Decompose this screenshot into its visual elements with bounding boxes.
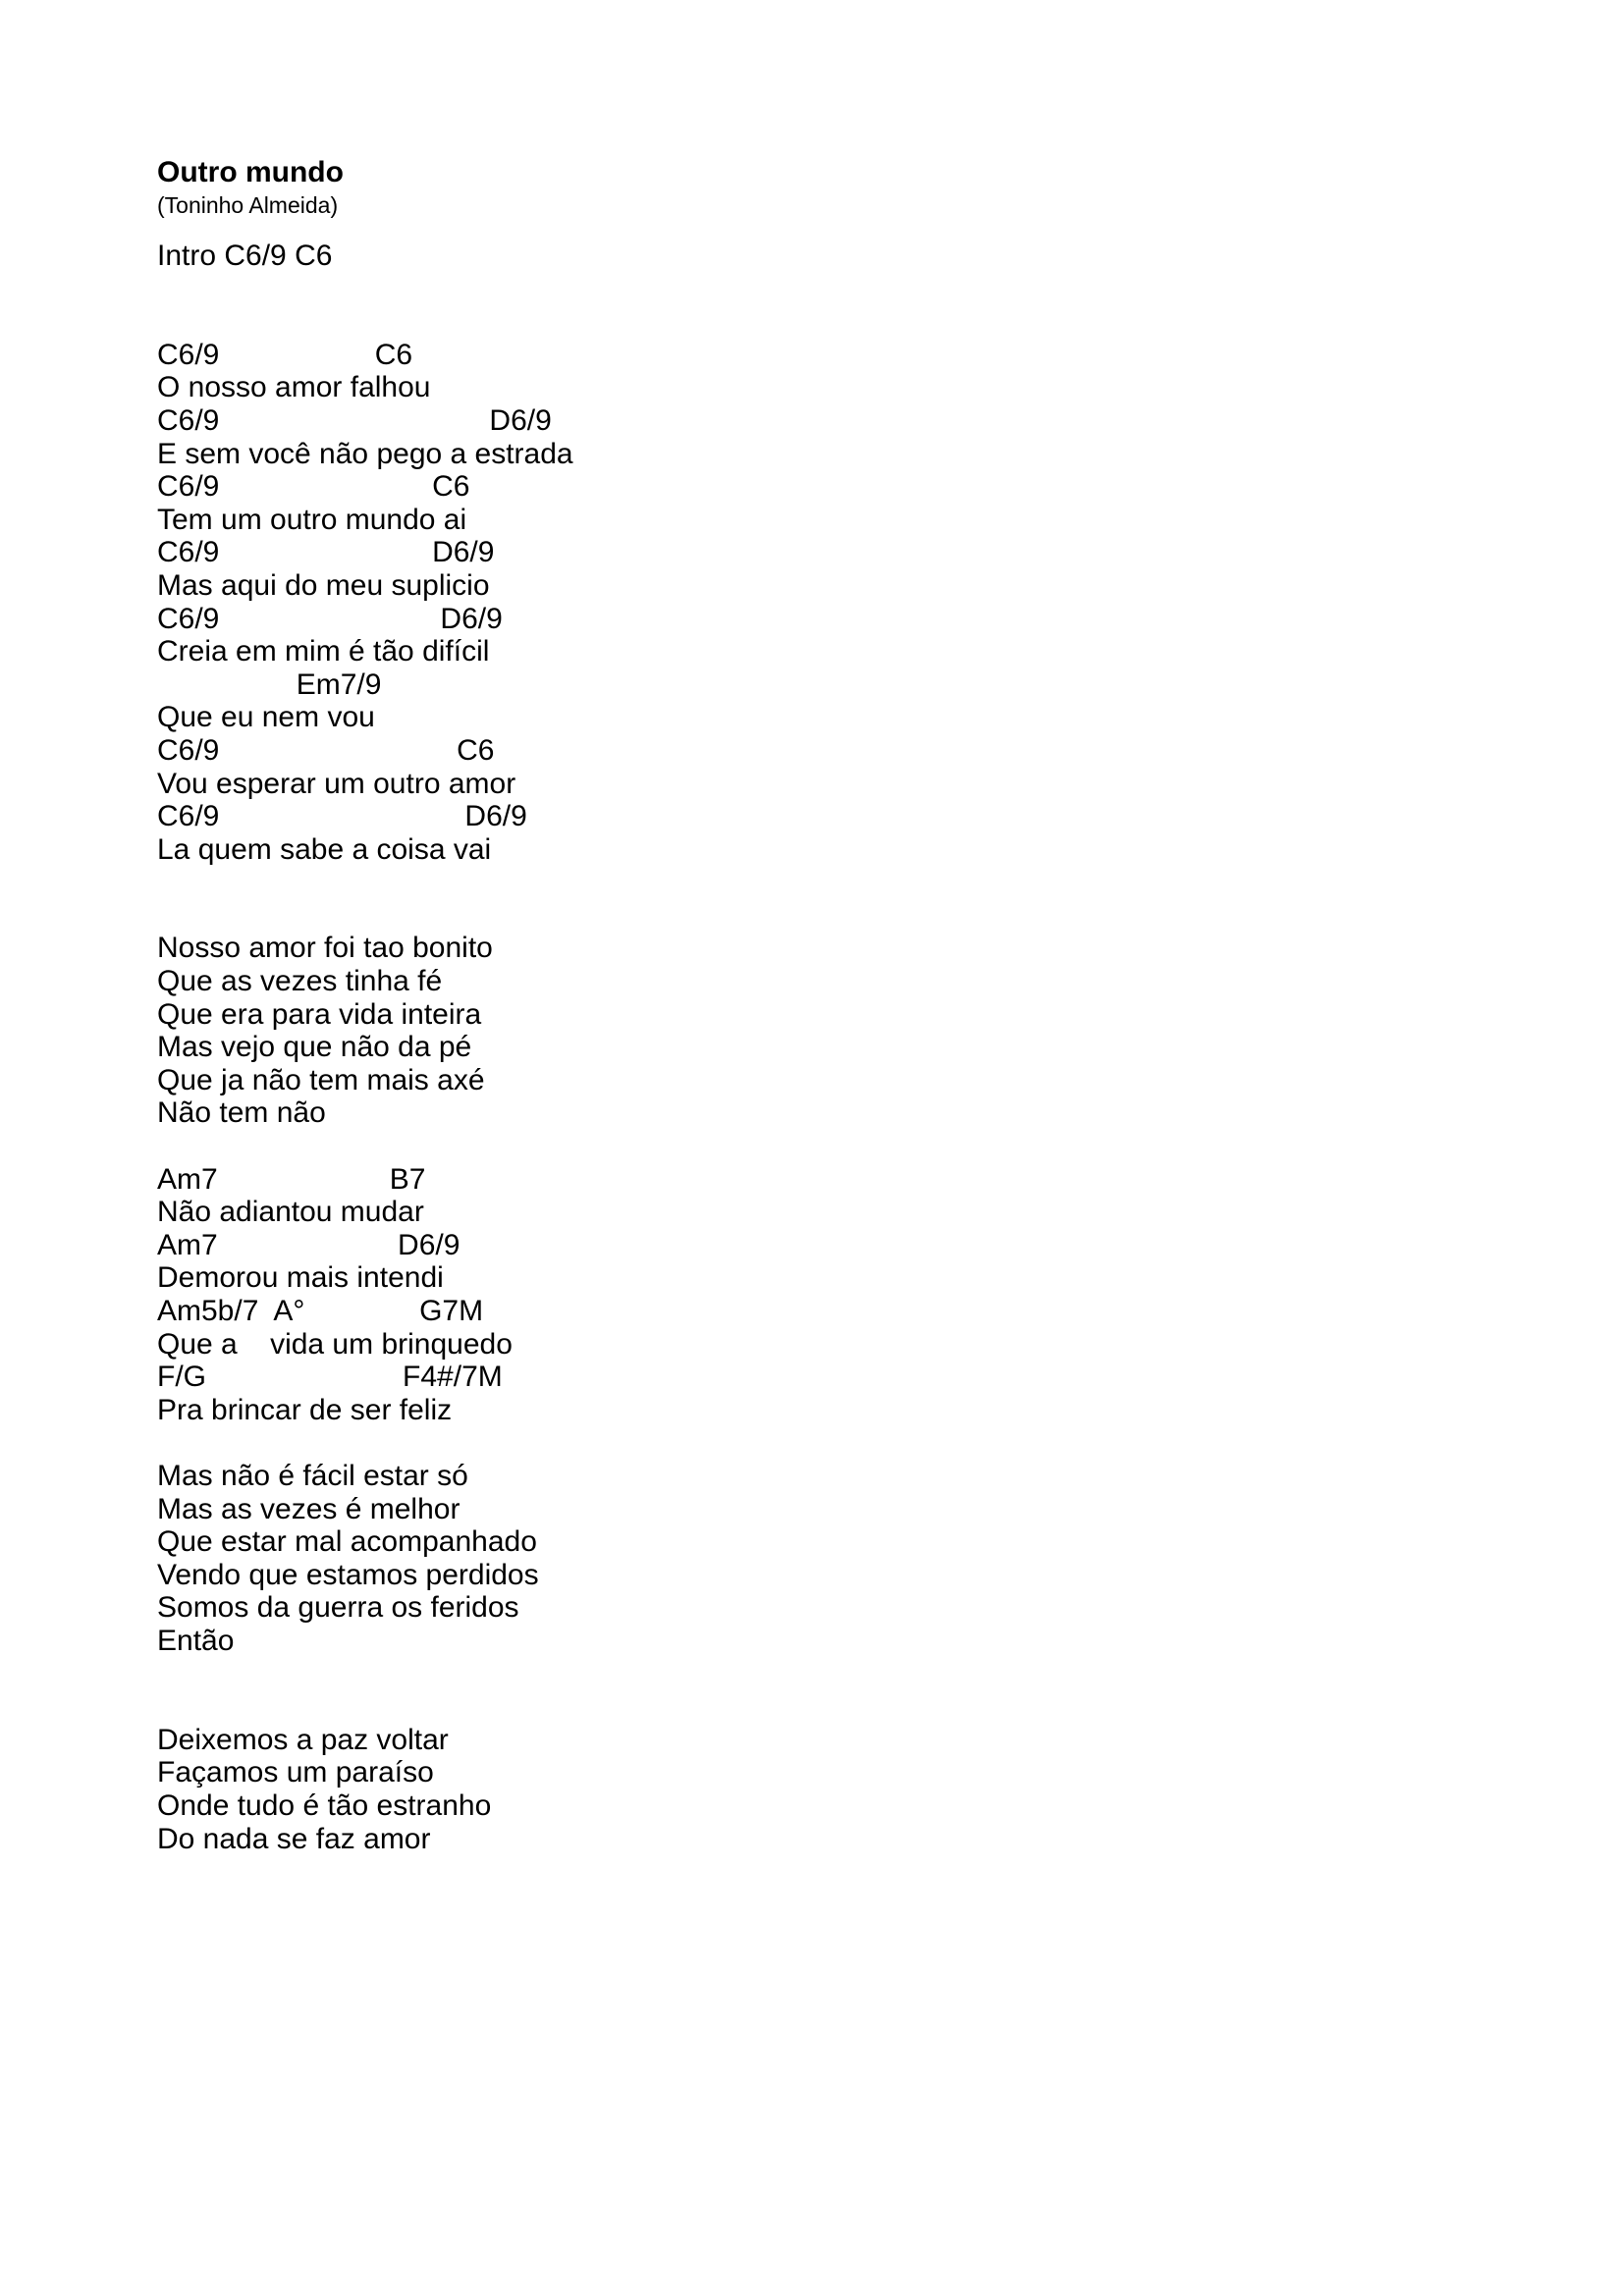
song-line: Não tem não: [157, 1096, 326, 1130]
blank-line: [157, 305, 1434, 339]
song-line: Façamos um paraíso: [157, 1756, 434, 1789]
song-line: Não adiantou mudar: [157, 1196, 424, 1229]
song-line: Am5b/7 A° G7M: [157, 1295, 484, 1327]
blank-line: [157, 1426, 1434, 1460]
song-line: C6/9 D6/9: [157, 800, 527, 833]
song-line: Que ja não tem mais axé: [157, 1063, 485, 1096]
song-line: Do nada se faz amor: [157, 1822, 431, 1855]
blank-line: [157, 1690, 1434, 1724]
song-line: Nosso amor foi tao bonito: [157, 932, 493, 965]
blank-line: [157, 1658, 1434, 1691]
song-body: [157, 240, 1434, 1855]
song-line: Pra brincar de ser feliz: [157, 1393, 453, 1426]
song-line: Vou esperar um outro amor: [157, 767, 516, 800]
song-line: C6/9 C6: [157, 733, 495, 767]
song-line: Tem um outro mundo ai: [157, 503, 467, 536]
song-line: O nosso amor falhou: [157, 371, 431, 404]
song-line: Mas aqui do meu suplicio: [157, 568, 490, 602]
song-line: C6/9 D6/9: [157, 536, 495, 569]
song-line: F/G F4#/7M: [157, 1361, 503, 1394]
song-title: Outro mundo: [157, 156, 344, 188]
blank-line: [157, 273, 1434, 306]
song-line: Creia em mim é tão difícil: [157, 635, 490, 668]
song-line: Demorou mais intendi: [157, 1261, 444, 1295]
blank-line: [157, 899, 1434, 933]
song-line: C6/9 C6: [157, 338, 413, 371]
blank-line: [157, 866, 1434, 899]
song-line: C6/9 C6: [157, 470, 470, 504]
song-line: E sem você não pego a estrada: [157, 437, 573, 470]
song-line: C6/9 D6/9: [157, 602, 503, 635]
song-line: La quem sabe a coisa vai: [157, 832, 492, 866]
song-line: Deixemos a paz voltar: [157, 1723, 449, 1756]
song-sheet: [157, 155, 1434, 1855]
song-line: Am7 D6/9: [157, 1228, 460, 1261]
blank-line: [157, 1130, 1434, 1163]
song-line: Somos da guerra os feridos: [157, 1591, 519, 1625]
song-line: Que a vida um brinquedo: [157, 1327, 513, 1361]
song-line: Am7 B7: [157, 1162, 426, 1196]
song-composer: (Toninho Almeida): [157, 192, 339, 218]
song-line: Mas vejo que não da pé: [157, 1031, 472, 1064]
song-line: Mas não é fácil estar só: [157, 1459, 468, 1492]
song-line: Em7/9: [157, 667, 382, 701]
song-line: C6/9 D6/9: [157, 403, 552, 437]
song-line: Que eu nem vou: [157, 701, 375, 734]
song-line: Que estar mal acompanhado: [157, 1525, 537, 1559]
song-line: Mas as vezes é melhor: [157, 1492, 460, 1525]
song-line: Onde tudo é tão estranho: [157, 1789, 492, 1822]
song-line: Que era para vida inteira: [157, 997, 482, 1031]
song-line: Vendo que estamos perdidos: [157, 1558, 539, 1591]
song-line: Então: [157, 1624, 235, 1657]
song-line: Que as vezes tinha fé: [157, 965, 443, 998]
song-line: Intro C6/9 C6: [157, 240, 333, 272]
